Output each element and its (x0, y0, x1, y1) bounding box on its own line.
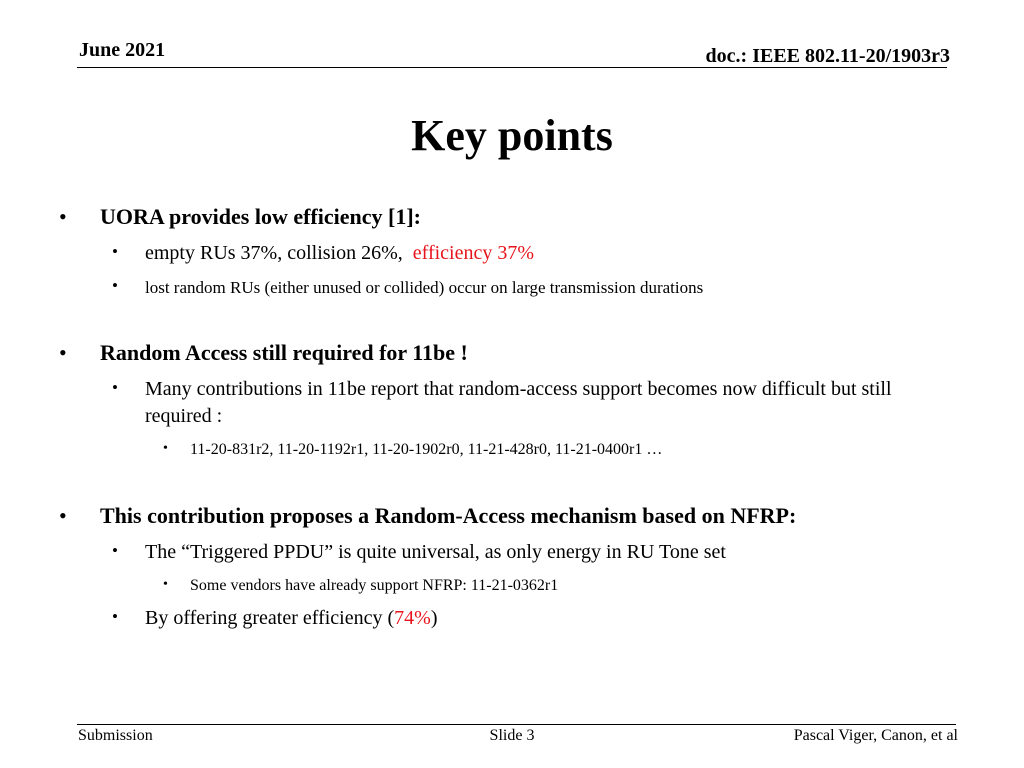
bullet-glyph: • (112, 276, 118, 295)
bullet-3 (59, 503, 959, 529)
bullet-glyph: • (112, 378, 118, 397)
bullet-1-sub-1 (112, 240, 962, 267)
footer-submission: Submission (78, 727, 153, 744)
bullet-1-text: UORA provides low efficiency [1]: (100, 204, 421, 229)
bullet-2 (59, 340, 959, 366)
bullet-glyph: • (59, 340, 67, 365)
bullet-3-text: This contribution proposes a Random-Access mechanism based on NFRP: (100, 503, 797, 528)
bullet-3-sub-1-text: The “Triggered PPDU” is quite universal, as only energy in RU Tone set (145, 541, 726, 563)
bullet-1 (59, 204, 959, 230)
bullet-glyph: • (112, 242, 118, 261)
bullet-glyph: • (163, 577, 168, 592)
bullet-glyph: • (59, 204, 67, 229)
footer-authors: Pascal Viger, Canon, et al (793, 727, 958, 744)
footer-divider (77, 724, 956, 725)
footer-slide-number: Slide 3 (489, 727, 535, 744)
efficiency-value: 74% (394, 607, 431, 629)
bullet-1-sub-2 (112, 274, 962, 301)
bullet-2-sub-1 (112, 376, 942, 430)
contribution-references: 11-20-831r2, 11-20-1192r1, 11-20-1902r0, 11-21-428r0, 11-21-0400r1 … (190, 441, 663, 458)
bullet-1-sub-2-text: lost random RUs (either unused or collided) occur on large transmission durations (145, 278, 704, 297)
header-divider (77, 67, 947, 68)
efficiency-lead: By offering greater efficiency ( (145, 607, 395, 629)
efficiency-close: ) (430, 607, 438, 629)
bullet-3-sub-1 (112, 539, 962, 566)
efficiency-stats: empty RUs 37%, collision 26%, (145, 242, 413, 264)
header-doc-id: doc.: IEEE 802.11-20/1903r3 (705, 45, 950, 67)
efficiency-highlight: efficiency 37% (412, 242, 535, 264)
bullet-3-sub-2 (112, 605, 962, 632)
slide-title: Key points (411, 111, 613, 160)
bullet-2-text: Random Access still required for 11be ! (100, 340, 468, 365)
bullet-glyph: • (59, 503, 67, 528)
vendor-support-text: Some vendors have already support NFRP: 11-21-0362r1 (190, 577, 559, 594)
bullet-3-sub-2-text (145, 605, 962, 632)
header-date: June 2021 (79, 39, 166, 61)
bullet-2-sub-1-text: Many contributions in 11be report that random-access support becomes now difficult but still required : (145, 378, 892, 427)
bullet-glyph: • (112, 541, 118, 560)
bullet-3-sub-1-sub-1 (163, 576, 963, 595)
bullet-glyph: • (163, 441, 168, 456)
bullet-1-sub-1-text (145, 240, 962, 267)
bullet-2-sub-1-sub-1 (163, 440, 963, 459)
bullet-glyph: • (112, 607, 118, 626)
